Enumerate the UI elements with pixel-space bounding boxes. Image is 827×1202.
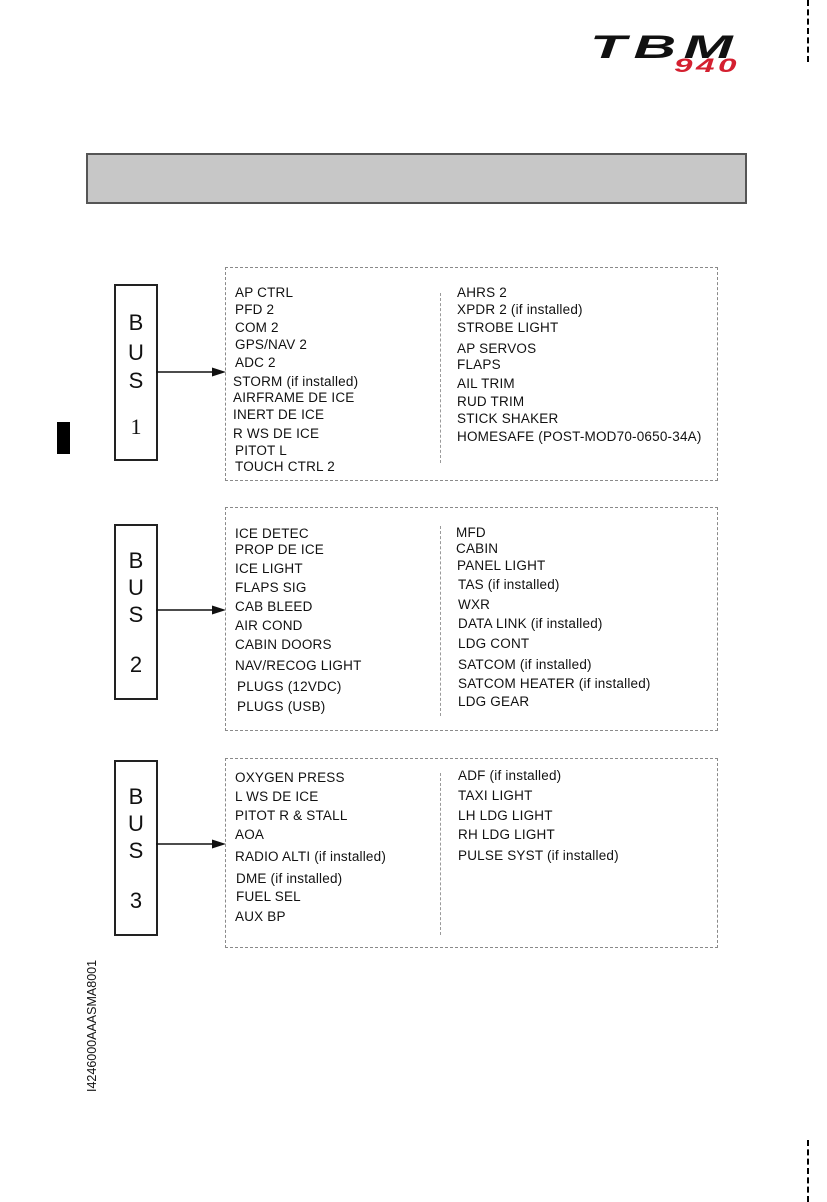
equipment-item: OXYGEN PRESS xyxy=(235,770,345,785)
section-header-bar xyxy=(86,153,747,204)
bus-3-arrow xyxy=(156,838,226,850)
equipment-item: CABIN DOORS xyxy=(235,637,332,652)
equipment-item: LDG CONT xyxy=(458,636,530,651)
equipment-item: PLUGS (12VDC) xyxy=(237,679,342,694)
equipment-item: AOA xyxy=(235,827,265,842)
bus-1-arrow xyxy=(156,366,226,378)
equipment-item: ADC 2 xyxy=(235,355,276,370)
bus-letter: B xyxy=(128,310,144,335)
equipment-item: AUX BP xyxy=(235,909,286,924)
equipment-item: TAS (if installed) xyxy=(458,577,560,592)
equipment-item: FLAPS SIG xyxy=(235,580,307,595)
equipment-item: ICE LIGHT xyxy=(235,561,303,576)
equipment-item: RADIO ALTI (if installed) xyxy=(235,849,387,864)
equipment-item: R WS DE ICE xyxy=(233,426,320,441)
bus-1-label-box xyxy=(114,284,158,461)
bus-letter: B xyxy=(128,784,144,809)
equipment-item: PROP DE ICE xyxy=(235,542,324,557)
equipment-item: NAV/RECOG LIGHT xyxy=(235,658,362,673)
equipment-item: WXR xyxy=(458,597,491,612)
equipment-item: PANEL LIGHT xyxy=(457,558,546,573)
equipment-item: PITOT L xyxy=(235,443,287,458)
bus-letter: S xyxy=(128,838,144,863)
equipment-item: SATCOM (if installed) xyxy=(458,657,592,672)
bus-number: 3 xyxy=(129,888,143,913)
equipment-item: TOUCH CTRL 2 xyxy=(235,459,335,474)
page-edge-mark-bottom xyxy=(807,1140,809,1202)
equipment-item: FLAPS xyxy=(457,357,501,372)
equipment-item: RUD TRIM xyxy=(457,394,525,409)
equipment-item: DME (if installed) xyxy=(236,871,343,886)
equipment-item: SATCOM HEATER (if installed) xyxy=(458,676,651,691)
column-divider xyxy=(440,293,441,463)
equipment-item: LDG GEAR xyxy=(458,694,530,709)
bus-number: 2 xyxy=(129,652,143,677)
bus-letter: B xyxy=(128,548,144,573)
column-divider xyxy=(440,526,441,716)
bus-letter: U xyxy=(128,340,144,365)
equipment-item: STROBE LIGHT xyxy=(457,320,559,335)
bus-number: 1 xyxy=(130,414,142,439)
equipment-item: PLUGS (USB) xyxy=(237,699,326,714)
equipment-item: CAB BLEED xyxy=(235,599,313,614)
equipment-item: INERT DE ICE xyxy=(233,407,325,422)
equipment-item: XPDR 2 (if installed) xyxy=(457,302,583,317)
equipment-item: PFD 2 xyxy=(235,302,275,317)
equipment-item: AIL TRIM xyxy=(457,376,515,391)
document-reference-code: I4246000AAASMA8001 xyxy=(85,959,99,1092)
logo-brand: TBM xyxy=(590,30,740,65)
equipment-item: STORM (if installed) xyxy=(233,374,359,389)
logo-model: 940 xyxy=(674,56,740,76)
bus-letter: U xyxy=(128,811,144,836)
bus-3-label-box xyxy=(114,760,158,936)
equipment-item: LH LDG LIGHT xyxy=(458,808,553,823)
equipment-item: HOMESAFE (POST-MOD70-0650-34A) xyxy=(457,429,702,444)
equipment-item: MFD xyxy=(456,525,486,540)
bus-2-arrow xyxy=(156,604,226,616)
equipment-item: TAXI LIGHT xyxy=(458,788,533,803)
equipment-item: AP SERVOS xyxy=(457,341,537,356)
equipment-item: STICK SHAKER xyxy=(457,411,559,426)
equipment-item: L WS DE ICE xyxy=(235,789,319,804)
equipment-item: AIRFRAME DE ICE xyxy=(233,390,355,405)
equipment-item: AIR COND xyxy=(235,618,303,633)
equipment-item: PULSE SYST (if installed) xyxy=(458,848,619,863)
page-edge-mark-top xyxy=(807,0,809,62)
equipment-item: COM 2 xyxy=(235,320,279,335)
column-divider xyxy=(440,773,441,935)
equipment-item: AP CTRL xyxy=(235,285,294,300)
bus-2-label-box xyxy=(114,524,158,700)
chapter-thumb-tab xyxy=(57,422,70,454)
equipment-item: DATA LINK (if installed) xyxy=(458,616,603,631)
equipment-item: AHRS 2 xyxy=(457,285,507,300)
bus-letter: S xyxy=(128,368,144,393)
equipment-item: PITOT R & STALL xyxy=(235,808,348,823)
bus-letter: S xyxy=(128,602,144,627)
equipment-item: FUEL SEL xyxy=(236,889,301,904)
equipment-item: GPS/NAV 2 xyxy=(235,337,308,352)
equipment-item: ADF (if installed) xyxy=(458,768,562,783)
equipment-item: ICE DETEC xyxy=(235,526,309,541)
equipment-item: RH LDG LIGHT xyxy=(458,827,555,842)
equipment-item: CABIN xyxy=(456,541,499,556)
tbm-940-logo xyxy=(586,30,746,76)
bus-letter: U xyxy=(128,575,144,600)
